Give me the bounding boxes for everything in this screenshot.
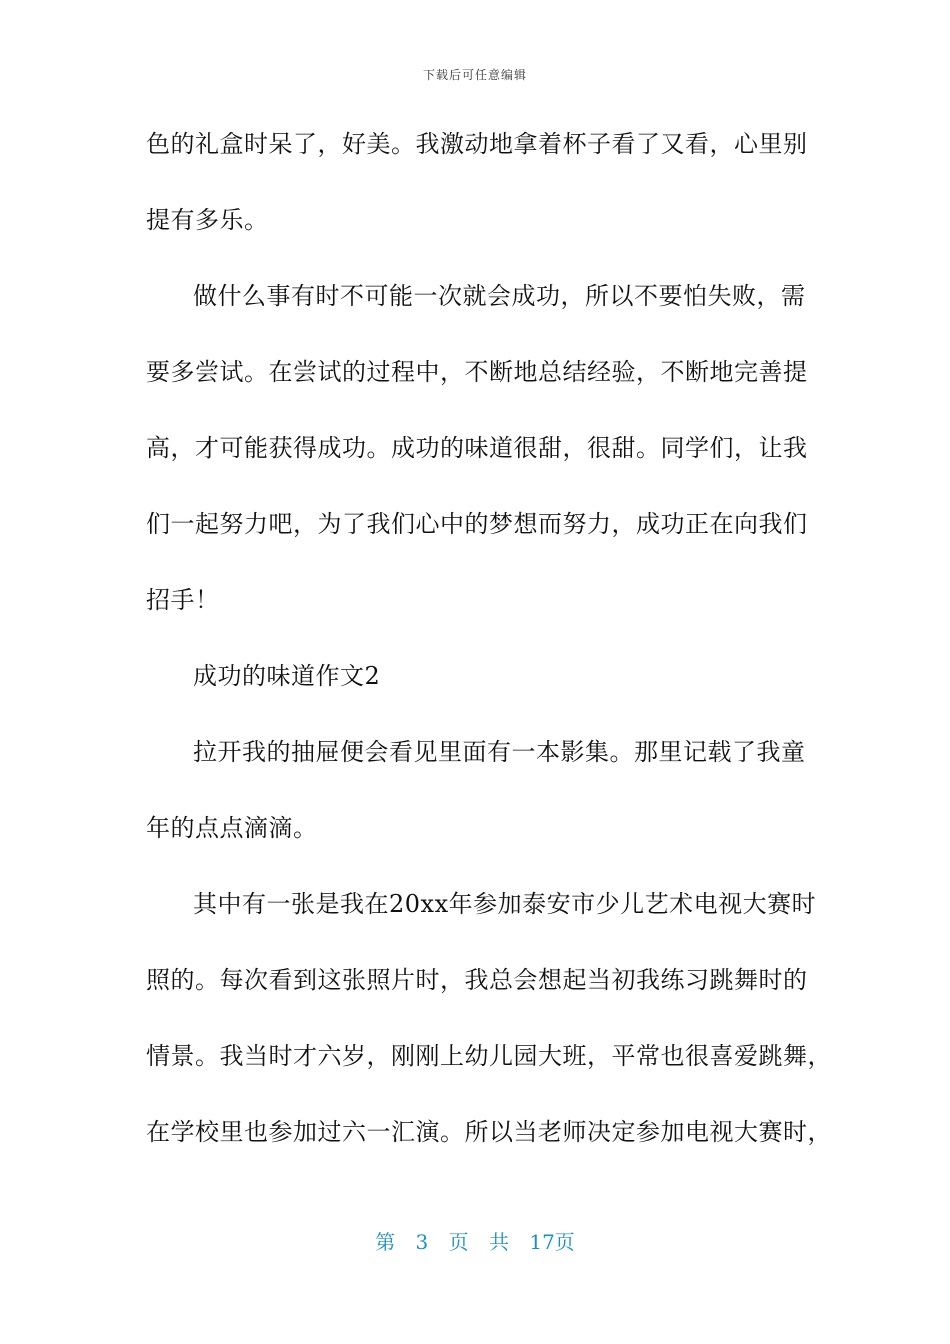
- footer-total-pages: 17页: [529, 1230, 575, 1254]
- text-line: 拉开我的抽屉便会看见里面有一本影集。那里记载了我童: [193, 738, 806, 766]
- page-header-note: 下载后可任意编辑: [422, 68, 527, 82]
- footer-word-gong: 共: [489, 1230, 509, 1254]
- text-line: 照的。每次看到这张照片时，我总会想起当初我练习跳舞时的: [146, 966, 808, 994]
- text-line: 年的点点滴滴。: [146, 814, 318, 842]
- text-line: 要多尝试。在尝试的过程中，不断地总结经验，不断地完善提: [146, 358, 808, 386]
- text-line: 招手！: [146, 586, 220, 614]
- text-line: 做什么事有时不可能一次就会成功，所以不要怕失败，需: [193, 282, 806, 310]
- text-line: 在学校里也参加过六一汇演。所以当老师决定参加电视大赛时，: [146, 1118, 832, 1146]
- text-line: 其中有一张是我在20xx年参加泰安市少儿艺术电视大赛时: [193, 890, 817, 918]
- text-line: 情景。我当时才六岁，刚刚上幼儿园大班，平常也很喜爱跳舞，: [146, 1042, 832, 1070]
- section-title: 成功的味道作文2: [193, 662, 381, 690]
- text-line: 们一起努力吧，为了我们心中的梦想而努力，成功正在向我们: [146, 510, 808, 538]
- text-line: 提有多乐。: [146, 206, 269, 234]
- footer-current-page: 3: [415, 1230, 429, 1254]
- text-line: 色的礼盒时呆了，好美。我激动地拿着杯子看了又看，心里别: [146, 130, 808, 158]
- page-footer: [0, 1226, 950, 1255]
- footer-word-ye: 页: [448, 1230, 469, 1254]
- document-body: [146, 122, 832, 1186]
- text-line: 高，才可能获得成功。成功的味道很甜，很甜。同学们，让我: [146, 434, 808, 462]
- footer-word-di: 第: [375, 1230, 396, 1254]
